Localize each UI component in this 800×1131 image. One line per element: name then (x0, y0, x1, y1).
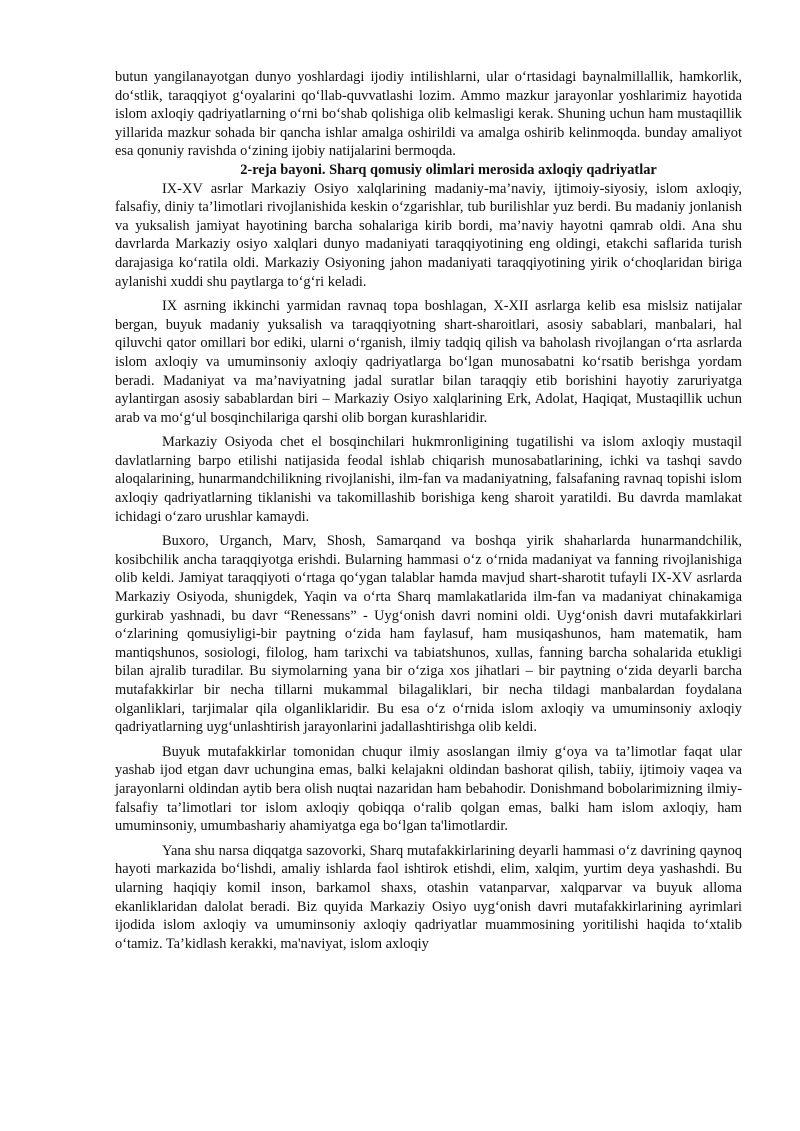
body-paragraph-3: Markaziy Osiyoda chet el bosqinchilari hukmronligining tugatilishi va islom axloqiy mustaqil davlatlarning barpo etilishi natijasida feodal ishlab chiqarish munosabatlarining, ichki va tashqi savdo aloqalarining, hunarmandchilikning rivojlanishi, ilm-fan va madaniyatning, falsafaning ravnaq topishi islom axloqiy qadriyatlarning tiklanishi va takomillashib borishiga keng sharoit yaratildi. Bu davrda mamlakat ichidagi o‘zaro urushlar kamaydi. (115, 434, 742, 525)
body-paragraph-1: IX-XV asrlar Markaziy Osiyo xalqlarining madaniy-ma’naviy, ijtimoiy-siyosiy, islom axloqiy, falsafiy, diniy ta’limotlari rivojlanishida keskin o‘zgarishlar, tub burilishlar yuz berdi. Bu madaniy jonlanish va yuksalish jamiyat hayotining barcha sohalariga kirib bordi, ma’naviy hayotni qamrab oldi. Ana shu davrlarda Markaziy osiyo xalqlari dunyo madaniyati taraqqiyotining eng oldingi, etakchi saflarida turish darajasiga ko‘ratila oldi. Markaziy Osiyoning jahon madaniyati taraqqiyotining yirik o‘choqlaridan biriga aylanishi xuddi shu paytlarga to‘g‘ri keladi. (115, 180, 742, 290)
body-paragraph-4: Buxoro, Urganch, Marv, Shosh, Samarqand va boshqa yirik shaharlarda hunarmandchilik, kosibchilik ancha taraqqiyotga erishdi. Bularning hammasi o‘z o‘rnida madaniyat va fanning rivojlanishiga olib keldi. Jamiyat taraqqiyoti o‘rtaga qo‘ygan talablar hamda mavjud shart-sharotit tufayli IX-XV asrlarda Markaziy Osiyoda, shunigdek, Yaqin va o‘rta Sharq mamlakatlarida ilm-fan va madaniyat chinakamiga gurkirab yashnadi, bu davr “Renessans” - Uyg‘onish davri nomini oldi. Uyg‘onish davri mutafakkirlari o‘zlarining qomusiyligi-bir paytning o‘zida ham faylasuf, ham musiqashunos, ham matematik, ham mantiqshunos, sosiologi, filolog, ham tarixchi va tabiatshunos, xullas, fanning barcha sohalarida etukligi bilan ajralib turadilar. Bu siymolarning yana bir o‘ziga xos jihatlari – bir paytning o‘zida deyarli barcha mutafakkirlar bir necha tillarni mukammal bilagaliklari, bir necha tildagi manbalardan foydalana olganliklari, tarjimalar qila olganliklaridir. Bu esa o‘z o‘rnida islom axloqiy va umuminsoniy axloqiy qadriyatlarning uyg‘unlashtirish jarayonlarini jadallashtirishga olib keldi. (115, 533, 742, 736)
body-paragraph-5: Buyuk mutafakkirlar tomonidan chuqur ilmiy asoslangan ilmiy g‘oya va ta’limotlar faqat ular yashab ijod etgan davr uchungina emas, balki kelajakni oldindan bashorat qilish, tabiiy, ijtimoiy vaqea va jarayonlarni oldindan aytib bera olish nuqtai nazaridan ham bebahodir. Donishmand bobolarimizning ilmiy-falsafiy ta’limotlari tor islom axloqiy qobiqqa o‘ralib qolgan emas, balki ham islom axloqiy, ham umuminsoniy, umumbashariy ahamiyatga ega bo‘lgan ta'limotlardir. (115, 743, 742, 835)
section-heading: 2-reja bayoni. Sharq qomusiy olimlari merosida axloqiy qadriyatlar (240, 161, 657, 178)
intro-paragraph: butun yangilanayotgan dunyo yoshlardagi ijodiy intilishlarni, ular o‘rtasidagi baynalmillallik, hamkorlik, do‘stlik, taraqqiyot g‘oyalarini qo‘llab-quvvatlashi lozim. Ammo mazkur jarayonlar yoshlarimiz hayotida islom axloqiy qadriyatlarning o‘rni bo‘shab qolishiga olib kelmasligi kerak. Shuning uchun ham mustaqillik yillarida mazkur sohada bir qancha ishlar amalga oshirildi va amalga oshirib kelinmoqda. bunday amaliyot esa qonuniy ravishda o‘zining ijobiy natijalarini bermoqda. (115, 69, 742, 160)
body-paragraph-2: IX asrning ikkinchi yarmidan ravnaq topa boshlagan, X-XII asrlarga kelib esa mislsiz natijalar bergan, buyuk madaniy yuksalish va taraqqiyotning shart-sharoitlari, asosiy sabablari, manbalari, hal qiluvchi qator omillari bor ediki, ularni o‘rganish, ilmiy tadqiq qilish va baholash rivojlangan o‘rta asrlarda islom axloqiy va umuminsoniy axloqiy qadriyatlarga bo‘lgan munosabatni ko‘rsatib berishga yordam beradi. Madaniyat va ma’naviyatning jadal suratlar bilan taraqqiy etib borishini hayotiy zaruriyatga aylantirgan asosiy sabablardan biri – Markaziy Osiyo xalqlarining Erk, Adolat, Haqiqat, Mustaqillik uchun arab va mo‘g‘ul bosqinchilariga qarshi olib borgan kurashlaridir. (115, 298, 742, 426)
document-page (115, 68, 742, 953)
body-paragraph-6: Yana shu narsa diqqatga sazovorki, Sharq mutafakkirlarining deyarli hammasi o‘z davrining qaynoq hayoti markazida bo‘lishdi, amaliy ishlarda faol ishtirok etishdi, elim, xalqim, yurtim deya yashashdi. Bu ularning haqiqiy komil inson, barkamol shaxs, otashin vatanparvar, xalqparvar va buyuk alloma ekanliklaridan dalolat beradi. Biz quyida Markaziy Osiyo uyg‘onish davri mutafakkirlarining ayrimlari ijodida islom axloqiy va umuminsoniy axloqiy qadriyatlar muammosining yoritilishi haqida to‘xtalib o‘tamiz. Ta’kidlash kerakki, ma'naviyat, islom axloqiy (115, 842, 742, 952)
